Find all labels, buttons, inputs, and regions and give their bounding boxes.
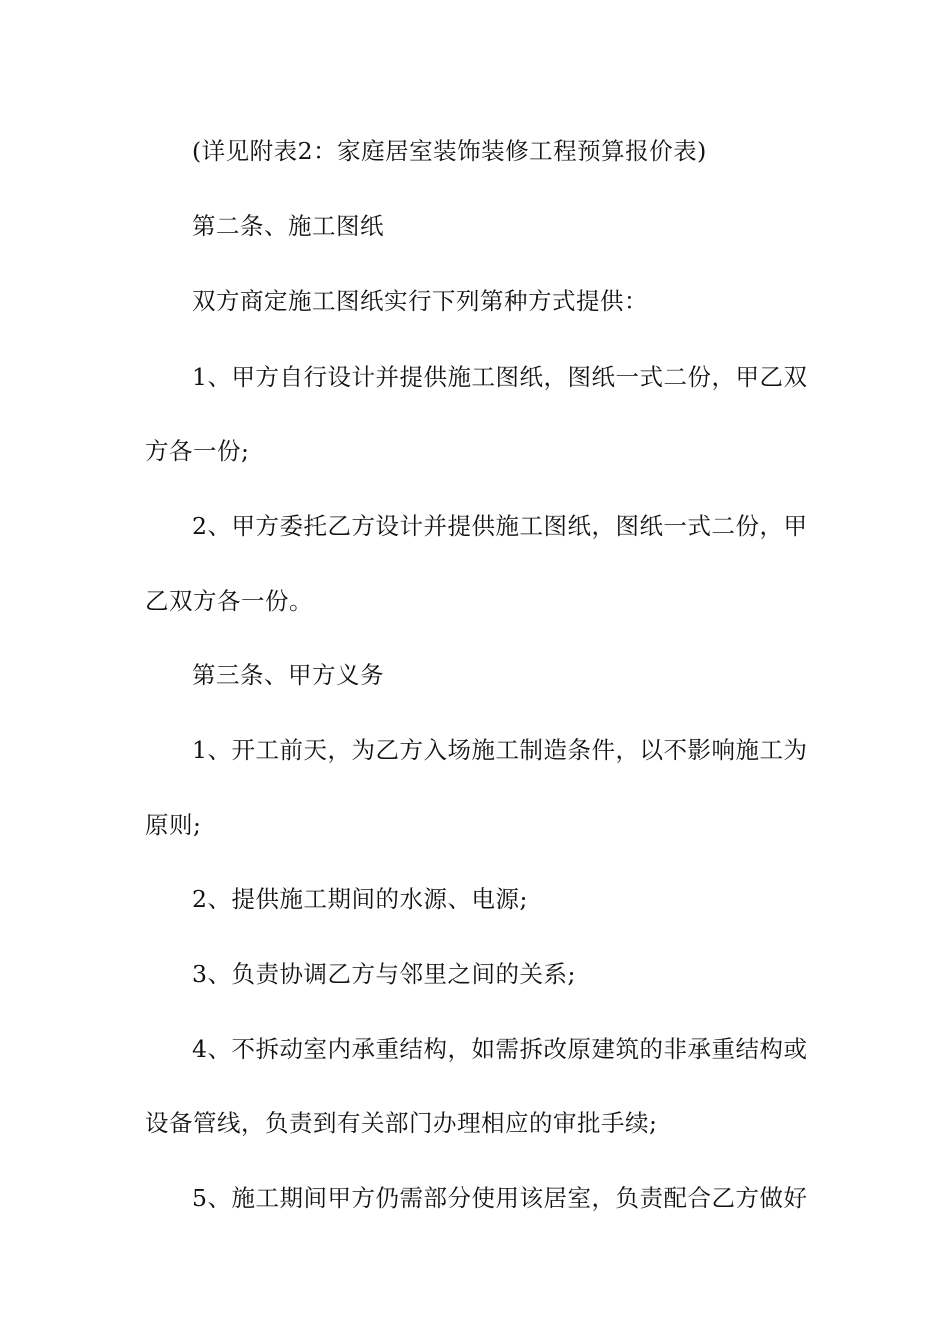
duty-item-4-continuation: 设备管线，负责到有关部门办理相应的审批手续; (145, 1109, 658, 1137)
duty-item-1-first-line: 1、开工前天，为乙方入场施工制造条件，以不影响施工为 (192, 736, 808, 764)
paragraph-item-2-first-line: 2、甲方委托乙方设计并提供施工图纸，图纸一式二份，甲 (192, 512, 808, 540)
paragraph-drawing-method: 双方商定施工图纸实行下列第种方式提供： (192, 287, 648, 315)
paragraph-item-1-first-line: 1、甲方自行设计并提供施工图纸，图纸一式二份，甲乙双 (192, 363, 808, 391)
paragraph-item-1-continuation: 方各一份; (145, 437, 250, 465)
article-2-heading: 第二条、施工图纸 (192, 212, 384, 240)
duty-item-5-first-line: 5、施工期间甲方仍需部分使用该居室，负责配合乙方做好 (192, 1184, 808, 1212)
duty-item-2: 2、提供施工期间的水源、电源; (192, 885, 528, 913)
article-3-heading: 第三条、甲方义务 (192, 661, 384, 689)
paragraph-item-2-continuation: 乙双方各一份。 (145, 587, 313, 615)
duty-item-4-first-line: 4、不拆动室内承重结构，如需拆改原建筑的非承重结构或 (192, 1035, 808, 1063)
duty-item-1-continuation: 原则; (145, 811, 202, 839)
note-budget-table-reference: (详见附表2：家庭居室装饰装修工程预算报价表) (192, 137, 707, 165)
duty-item-3: 3、负责协调乙方与邻里之间的关系; (192, 960, 576, 988)
